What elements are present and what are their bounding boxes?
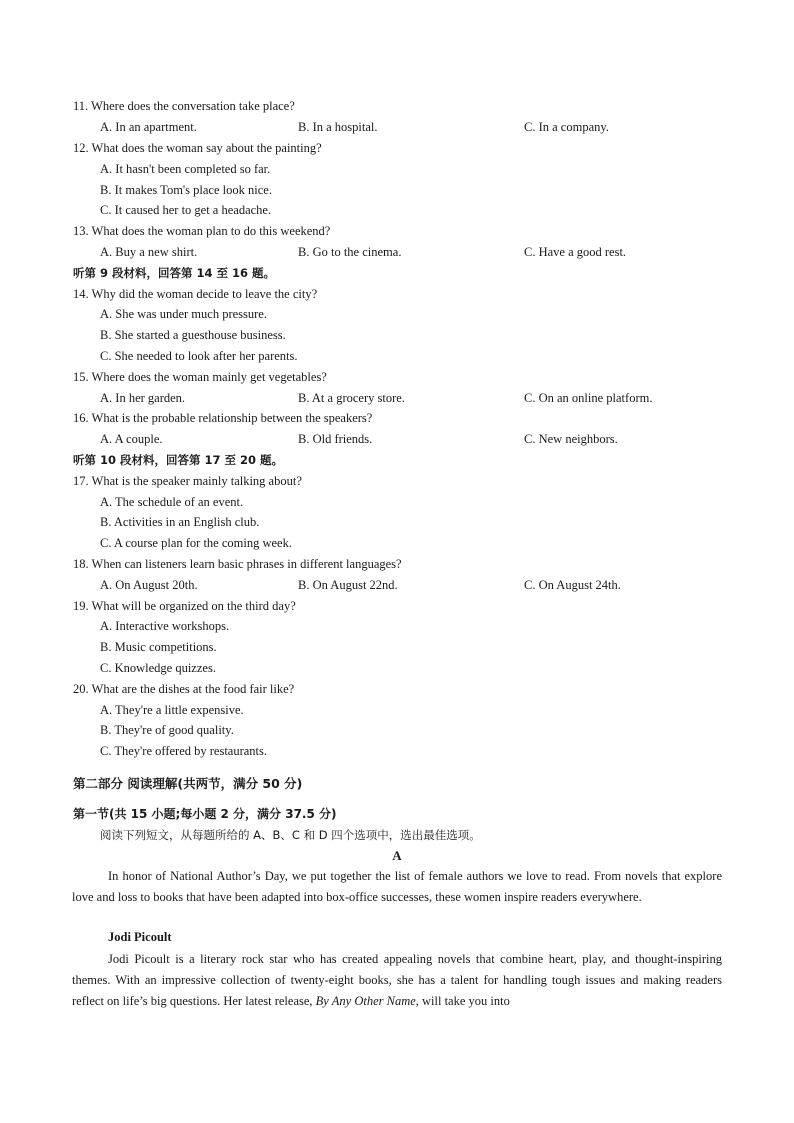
- section-1-title: 第一节(共 15 小题;每小题 2 分，满分 37.5 分): [73, 807, 337, 821]
- q16-option-b: B. Old friends.: [298, 432, 373, 446]
- q14-option-a: A. She was under much pressure.: [100, 307, 267, 321]
- q13-option-b: B. Go to the cinema.: [298, 245, 402, 259]
- q17-option-a: A. The schedule of an event.: [100, 495, 244, 509]
- author-paragraph: [72, 949, 722, 1012]
- q20-option-b: B. They're of good quality.: [100, 723, 234, 737]
- author-text-start: Jodi Picoult is a literary rock star who has created appealing novels that combine heart, play, and thought-inspiring themes. With an impressive collection of twenty-eight books, she has a talent for handling tough issues and making readers reflect on life’s big questions. Her latest release,: [72, 952, 722, 1008]
- q11-option-b: B. In a hospital.: [298, 120, 378, 134]
- q19-option-c: C. Knowledge quizzes.: [100, 661, 216, 675]
- q12-option-a: A. It hasn't been completed so far.: [100, 162, 271, 176]
- author-heading: Jodi Picoult: [108, 930, 172, 944]
- q20-option-a: A. They're a little expensive.: [100, 703, 244, 717]
- question-19: 19. What will be organized on the third day?: [73, 599, 296, 613]
- question-15: 15. Where does the woman mainly get vegetables?: [73, 370, 327, 384]
- q18-option-c: C. On August 24th.: [524, 578, 621, 592]
- intro-paragraph: [72, 866, 722, 908]
- q18-option-a: A. On August 20th.: [100, 578, 198, 592]
- listening-material-10-note: 听第 10 段材料，回答第 17 至 20 题。: [73, 453, 284, 467]
- q16-option-a: A. A couple.: [100, 432, 163, 446]
- question-18: 18. When can listeners learn basic phrases in different languages?: [73, 557, 402, 571]
- book-title: By Any Other Name: [315, 994, 416, 1008]
- q19-option-a: A. Interactive workshops.: [100, 619, 230, 633]
- question-11: 11. Where does the conversation take place?: [73, 99, 295, 113]
- q12-option-c: C. It caused her to get a headache.: [100, 203, 272, 217]
- q17-option-b: B. Activities in an English club.: [100, 515, 260, 529]
- q13-option-c: C. Have a good rest.: [524, 245, 627, 259]
- part-2-title: 第二部分 阅读理解(共两节，满分 50 分): [73, 776, 303, 791]
- q17-option-c: C. A course plan for the coming week.: [100, 536, 292, 550]
- q16-option-c: C. New neighbors.: [524, 432, 618, 446]
- passage-label: A: [392, 848, 402, 863]
- listening-material-9-note: 听第 9 段材料，回答第 14 至 16 题。: [73, 266, 276, 280]
- question-14: 14. Why did the woman decide to leave the city?: [73, 287, 318, 301]
- q15-option-b: B. At a grocery store.: [298, 391, 405, 405]
- question-20: 20. What are the dishes at the food fair like?: [73, 682, 295, 696]
- q13-option-a: A. Buy a new shirt.: [100, 245, 198, 259]
- intro-text: In honor of National Author’s Day, we put together the list of female authors we love to read. From novels that explore love and loss to books that have been adapted into box-office successes, these women inspire readers everywhere.: [72, 869, 722, 904]
- q15-option-c: C. On an online platform.: [524, 391, 653, 405]
- q20-option-c: C. They're offered by restaurants.: [100, 744, 268, 758]
- author-text-end: , will take you into: [415, 994, 510, 1008]
- q14-option-c: C. She needed to look after her parents.: [100, 349, 298, 363]
- q19-option-b: B. Music competitions.: [100, 640, 217, 654]
- q14-option-b: B. She started a guesthouse business.: [100, 328, 286, 342]
- question-13: 13. What does the woman plan to do this weekend?: [73, 224, 331, 238]
- q12-option-b: B. It makes Tom's place look nice.: [100, 183, 272, 197]
- q15-option-a: A. In her garden.: [100, 391, 186, 405]
- q11-option-c: C. In a company.: [524, 120, 609, 134]
- q11-option-a: A. In an apartment.: [100, 120, 197, 134]
- question-17: 17. What is the speaker mainly talking about?: [73, 474, 302, 488]
- reading-instruction: 阅读下列短文，从每题所给的 A、B、C 和 D 四个选项中，选出最佳选项。: [100, 828, 481, 842]
- question-16: 16. What is the probable relationship between the speakers?: [73, 411, 373, 425]
- author-text: [72, 949, 722, 1012]
- question-12: 12. What does the woman say about the painting?: [73, 141, 322, 155]
- q18-option-b: B. On August 22nd.: [298, 578, 398, 592]
